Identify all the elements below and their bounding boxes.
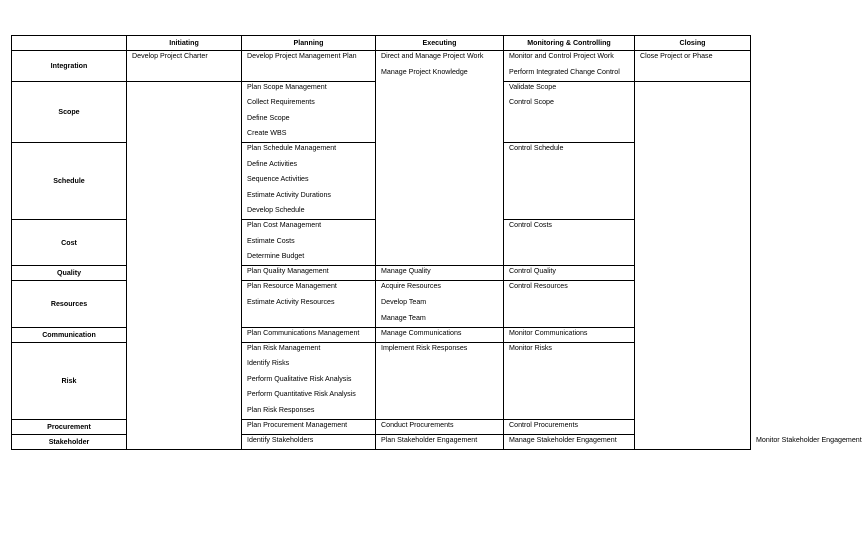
area-stakeholder: Stakeholder: [12, 434, 127, 449]
cell-executing-stakeholder: [504, 434, 635, 449]
cell-executing-risk: [376, 342, 504, 419]
process-item: Estimate Activity Resources: [247, 298, 335, 307]
cell-planning-resources: [242, 281, 376, 327]
process-item: Perform Integrated Change Control: [509, 67, 620, 76]
cell-planning-schedule: [242, 143, 376, 220]
area-resources: Resources: [12, 281, 127, 327]
cell-planning-quality: [242, 266, 376, 281]
process-item: Control Resources: [509, 282, 568, 291]
process-item: Control Quality: [509, 267, 556, 276]
header-initiating: Initiating: [127, 36, 242, 51]
process-item: Manage Stakeholder Engagement: [509, 435, 617, 444]
process-item: Perform Quantitative Risk Analysis: [247, 390, 356, 399]
cell-executing-procurement: [376, 419, 504, 434]
process-item: Identify Stakeholders: [247, 435, 314, 444]
process-item: Plan Resource Management: [247, 282, 337, 291]
cell-executing-quality: [376, 266, 504, 281]
process-item: Implement Risk Responses: [381, 343, 468, 352]
process-item: Monitor Communications: [509, 328, 588, 337]
row-stakeholder: Stakeholder Identify Stakeholders Plan Stakeholder Engagement Manage Stakeholder Engagement Monitor Stakeholder Engagement: [12, 434, 751, 449]
cell-initiating-integration: [127, 51, 242, 82]
process-item: Manage Communications: [381, 328, 462, 337]
process-item: Control Schedule: [509, 144, 564, 153]
process-item: Plan Stakeholder Engagement: [381, 435, 478, 444]
cell-initiating-stakeholder: [242, 434, 376, 449]
cell-initiating-scope-to-procurement: [127, 81, 242, 449]
process-item: Close Project or Phase: [640, 52, 713, 60]
area-integration: Integration: [12, 51, 127, 82]
process-item: Direct and Manage Project Work: [381, 52, 484, 60]
cell-planning-risk: [242, 342, 376, 419]
process-item: Monitor Risks: [509, 343, 552, 352]
header-monitoring-controlling: Monitoring & Controlling: [504, 36, 635, 51]
process-item: Develop Team: [381, 298, 427, 307]
process-item: Determine Budget: [247, 252, 305, 261]
area-risk: Risk: [12, 342, 127, 419]
process-item: Plan Risk Management: [247, 343, 321, 352]
process-item: Control Procurements: [509, 420, 578, 429]
process-item: Conduct Procurements: [381, 420, 454, 429]
process-item: Develop Schedule: [247, 206, 305, 215]
process-item: Control Costs: [509, 221, 552, 230]
process-groups-table: [11, 35, 862, 450]
area-cost: Cost: [12, 220, 127, 266]
cell-monitoring-resources: [504, 281, 635, 327]
process-item: Validate Scope: [509, 82, 557, 91]
process-item: Sequence Activities: [247, 175, 309, 184]
process-item: Identify Risks: [247, 359, 290, 368]
process-item: Perform Qualitative Risk Analysis: [247, 374, 352, 383]
process-item: Plan Schedule Management: [247, 144, 337, 153]
area-quality: Quality: [12, 266, 127, 281]
process-item: Estimate Costs: [247, 236, 295, 245]
header-executing: Executing: [376, 36, 504, 51]
cell-planning-scope: [242, 81, 376, 143]
area-scope: Scope: [12, 81, 127, 143]
process-item: Plan Scope Management: [247, 82, 327, 91]
process-item: [247, 314, 375, 327]
cell-executing-resources: [376, 281, 504, 327]
header-row: [12, 36, 751, 51]
process-item: Estimate Activity Durations: [247, 190, 331, 199]
process-item: Control Scope: [509, 98, 554, 107]
area-procurement: Procurement: [12, 419, 127, 434]
cell-planning-integration: [242, 51, 376, 82]
cell-monitoring-risk: [504, 342, 635, 419]
process-item: Create WBS: [247, 129, 287, 138]
cell-closing-scope-to-stakeholder: [635, 81, 751, 449]
cell-monitoring-cost: [504, 220, 635, 266]
cell-monitoring-communication: [504, 327, 635, 342]
cell-monitoring-schedule: [504, 143, 635, 220]
cell-planning-communication: [242, 327, 376, 342]
process-item: Manage Team: [381, 313, 426, 322]
process-item: Plan Risk Responses: [247, 405, 315, 414]
area-schedule: Schedule: [12, 143, 127, 220]
area-communication: Communication: [12, 327, 127, 342]
process-item: Plan Quality Management: [247, 267, 329, 276]
process-item: Plan Cost Management: [247, 221, 322, 230]
header-closing: Closing: [635, 36, 751, 51]
process-item: Monitor and Control Project Work: [509, 52, 614, 60]
process-item: Develop Project Charter: [132, 52, 208, 60]
process-item: Define Scope: [247, 113, 290, 122]
process-item: Manage Project Knowledge: [381, 67, 468, 76]
cell-monitoring-procurement: [504, 419, 635, 434]
cell-planning-stakeholder: [376, 434, 504, 449]
cell-planning-procurement: [242, 419, 376, 434]
cell-executing-communication: [376, 327, 504, 342]
header-corner: [12, 36, 127, 51]
process-item: Define Activities: [247, 159, 298, 168]
process-item: Develop Project Management Plan: [247, 52, 357, 60]
cell-monitoring-integration: [504, 51, 635, 82]
cell-monitoring-scope: [504, 81, 635, 143]
process-item: Acquire Resources: [381, 282, 441, 291]
cell-executing-integration-to-cost: [376, 51, 504, 266]
row-integration: [12, 51, 751, 82]
process-item: Plan Procurement Management: [247, 420, 348, 429]
process-item: Manage Quality: [381, 267, 431, 276]
process-item: Collect Requirements: [247, 98, 315, 107]
cell-closing-integration: [635, 51, 751, 82]
cell-planning-cost: [242, 220, 376, 266]
header-planning: Planning: [242, 36, 376, 51]
cell-monitoring-quality: [504, 266, 635, 281]
process-item: Plan Communications Management: [247, 328, 360, 337]
